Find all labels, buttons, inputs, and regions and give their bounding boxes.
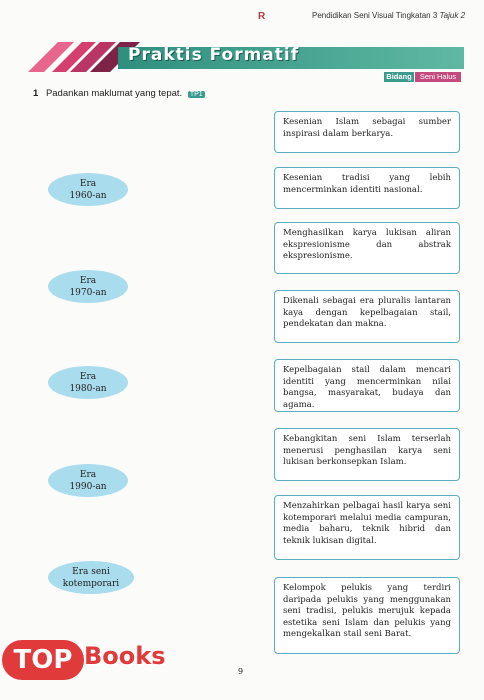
era-label-line1: Era	[79, 275, 97, 286]
page-number: 9	[238, 667, 244, 676]
statement-box[interactable]: Kepelbagaian stail dalam mencari identiti yang mencerminkan nilai bangsa, masyarakat, budaya dan agama.	[274, 359, 460, 412]
bidang-label: Bidang	[384, 72, 414, 82]
logo-letter: R	[258, 11, 266, 22]
question-text: Padankan maklumat yang tepat.	[45, 88, 183, 99]
era-oval-1970[interactable]	[48, 270, 128, 303]
watermark-top: TOP	[2, 640, 84, 680]
question	[33, 88, 205, 99]
era-oval-kotemporari[interactable]	[48, 561, 134, 594]
book-title: Pendidikan Seni Visual Tingkatan 3	[312, 11, 438, 20]
statement-box[interactable]: Kebangkitan seni Islam terserlah menerusi penghasilan karya seni lukisan berkonsepkan Islam.	[274, 428, 460, 481]
question-number: 1	[33, 88, 39, 99]
era-oval-1980[interactable]	[48, 366, 128, 399]
era-label-line2: 1970-an	[69, 287, 107, 298]
statement-box[interactable]: Menzahirkan pelbagai hasil karya seni kotemporari melalui media campuran, media baharu, teknik hibrid dan teknik lukisan digital.	[274, 495, 460, 560]
statement-box[interactable]: Menghasilkan karya lukisan aliran ekspresionisme dan abstrak ekspresionisme.	[274, 222, 460, 274]
tp-badge: TP1	[189, 91, 203, 98]
publisher-logo	[258, 11, 308, 22]
topic-label: Tajuk 2	[439, 11, 466, 20]
watermark-books: Books	[84, 642, 166, 670]
era-label-line1: Era	[79, 178, 97, 189]
page-header	[0, 0, 484, 30]
era-label-line2: 1990-an	[69, 481, 107, 492]
era-oval-1990[interactable]	[48, 464, 128, 497]
era-oval-1960[interactable]	[48, 173, 128, 206]
section-title: Praktis Formatif	[128, 45, 300, 65]
era-label-line1: Era	[79, 371, 97, 382]
topbooks-watermark	[2, 640, 178, 680]
era-label-line2: 1980-an	[69, 383, 107, 394]
bidang-value: Seni Halus	[415, 72, 461, 82]
era-label-line2: kotemporari	[62, 578, 120, 589]
statement-box[interactable]: Kelompok pelukis yang terdiri daripada pelukis yang menggunakan seni tradisi, pelukis merujuk kepada estetika seni Islam dan pelukis yang mengekalkan stail seni Barat.	[274, 577, 460, 654]
statement-box[interactable]: Kesenian Islam sebagai sumber inspirasi dalam berkarya.	[274, 111, 460, 153]
era-label-line1: Era seni	[72, 566, 110, 577]
statement-box[interactable]: Kesenian tradisi yang lebih mencerminkan identiti nasional.	[274, 167, 460, 209]
statement-box[interactable]: Dikenali sebagai era pluralis lantaran kaya dengan kepelbagaian stail, pendekatan dan makna.	[274, 290, 460, 343]
era-label-line2: 1960-an	[69, 190, 107, 201]
running-header	[312, 11, 465, 20]
era-label-line1: Era	[79, 469, 97, 480]
